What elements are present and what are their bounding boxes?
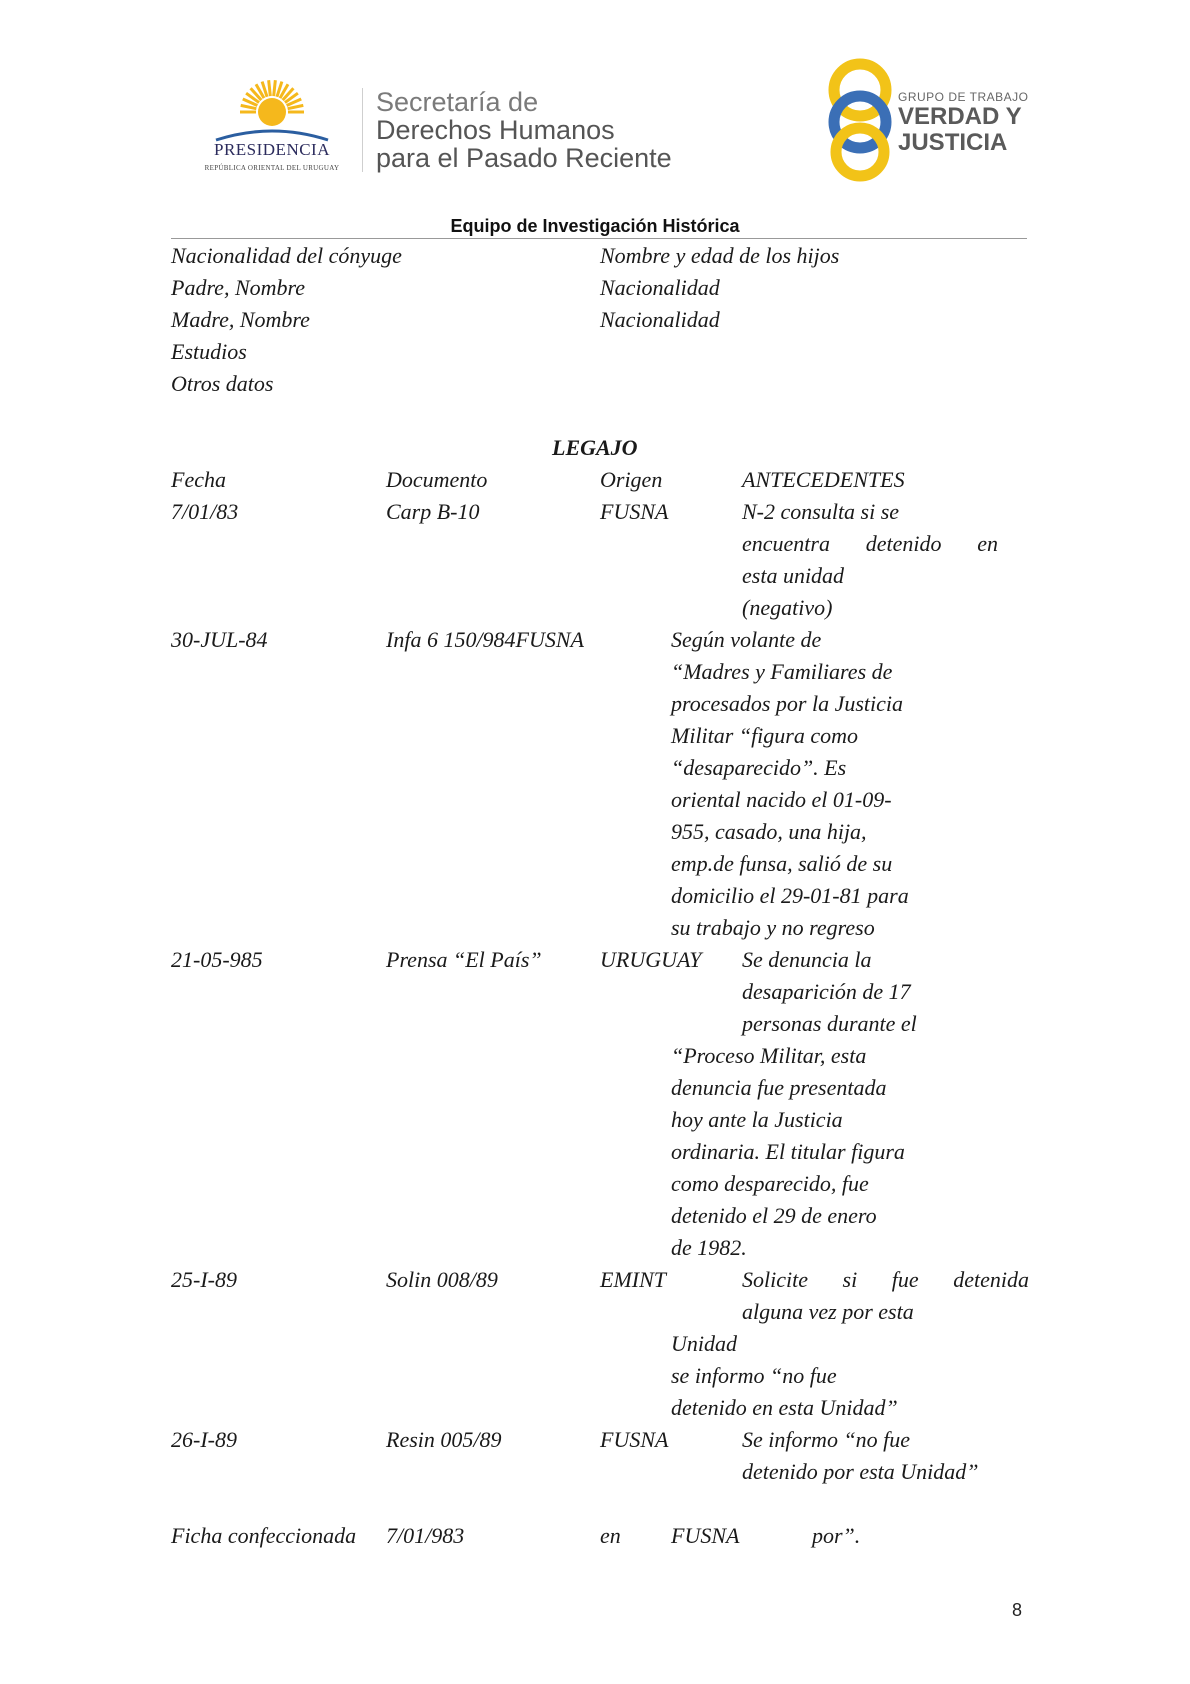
- ficha-label: Ficha confeccionada: [171, 1523, 357, 1548]
- row-5-origen: FUSNA: [600, 1427, 669, 1452]
- row-3-antecedentes-line: personas durante el: [742, 1011, 917, 1036]
- field-nacionalidad-madre: Nacionalidad: [600, 307, 720, 332]
- field-nacionalidad-padre: Nacionalidad: [600, 275, 720, 300]
- field-nacionalidad-conyuge: Nacionalidad del cónyuge: [171, 243, 402, 268]
- row-5-documento: Resin 005/89: [386, 1427, 502, 1452]
- col-header-antecedentes: ANTECEDENTES: [742, 467, 905, 492]
- header-rule: [171, 238, 1027, 239]
- row-2-antecedentes-line: oriental nacido el 01-09-: [671, 787, 892, 812]
- row-3-antecedentes-line: Se denuncia la: [742, 947, 872, 972]
- row-3-fecha: 21-05-985: [171, 947, 263, 972]
- secretaria-line-2: Derechos Humanos: [376, 115, 615, 145]
- gtvj-logo-text: [898, 90, 1028, 156]
- row-1-origen: FUSNA: [600, 499, 669, 524]
- row-3-antecedentes-line: desaparición de 17: [742, 979, 911, 1004]
- row-3-antecedentes-line: “Proceso Militar, esta: [671, 1043, 867, 1068]
- row-2-antecedentes-line: procesados por la Justicia: [671, 691, 903, 716]
- row-4-antecedentes-line: detenido en esta Unidad”: [671, 1395, 898, 1420]
- row-2-antecedentes-line: “desaparecido”. Es: [671, 755, 847, 780]
- row-2-antecedentes-line: “Madres y Familiares de: [671, 659, 893, 684]
- field-estudios: Estudios: [171, 339, 247, 364]
- row-2-fecha: 30-JUL-84: [171, 627, 268, 652]
- row-1-antecedentes-line-justified: [742, 528, 998, 560]
- field-madre: Madre, Nombre: [171, 307, 310, 332]
- word: si: [842, 1267, 858, 1292]
- row-4-antecedentes-line: alguna vez por esta: [742, 1299, 914, 1324]
- row-4-antecedentes-line: se informo “no fue: [671, 1363, 837, 1388]
- sun-ray: [274, 80, 276, 96]
- page-number: 8: [1012, 1600, 1023, 1620]
- presidencia-subtitle: REPÚBLICA ORIENTAL DEL URUGUAY: [204, 164, 340, 172]
- row-3-antecedentes-line: ordinaria. El titular figura: [671, 1139, 905, 1164]
- presidencia-logo: [196, 78, 348, 178]
- row-1-fecha: 7/01/83: [171, 499, 239, 524]
- row-2-documento: Infa 6 150/984FUSNA: [386, 627, 584, 652]
- row-2-antecedentes-line: Según volante de: [671, 627, 822, 652]
- field-otros-datos: Otros datos: [171, 371, 274, 396]
- row-3-antecedentes-line: hoy ante la Justicia: [671, 1107, 843, 1132]
- gtvj-line-1: GRUPO DE TRABAJO: [898, 90, 1029, 104]
- sun-ray: [288, 105, 304, 108]
- row-3-antecedentes-line: como desparecido, fue: [671, 1171, 869, 1196]
- word: detenido: [865, 531, 942, 556]
- row-3-origen: URUGUAY: [600, 947, 702, 972]
- word: en: [977, 531, 998, 556]
- sun-icon: [196, 78, 348, 142]
- word: Solicite: [742, 1267, 808, 1292]
- secretaria-logo-text: [376, 88, 672, 172]
- row-2-antecedentes-line: su trabajo y no regreso: [671, 915, 875, 940]
- row-3-antecedentes-line: detenido el 29 de enero: [671, 1203, 877, 1228]
- row-1-antecedentes-line: esta unidad: [742, 563, 845, 588]
- col-header-fecha: Fecha: [171, 467, 226, 492]
- presidencia-word: PRESIDENCIA: [213, 140, 330, 159]
- row-4-antecedentes-line-justified: [742, 1264, 1029, 1296]
- row-4-origen: EMINT: [600, 1267, 666, 1292]
- row-2-antecedentes-line: domicilio el 29-01-81 para: [671, 883, 909, 908]
- word: fue: [891, 1267, 919, 1292]
- gtvj-line-3: JUSTICIA: [898, 129, 1008, 156]
- row-1-antecedentes-line: (negativo): [742, 595, 833, 620]
- row-2-antecedentes-line: emp.de funsa, salió de su: [671, 851, 893, 876]
- ficha-fecha: 7/01/983: [386, 1523, 465, 1548]
- row-5-antecedentes-line: Se informo “no fue: [742, 1427, 911, 1452]
- row-2-antecedentes-line: Militar “figura como: [671, 723, 859, 748]
- header-divider: [362, 88, 363, 172]
- row-2-antecedentes-line: 955, casado, una hija,: [671, 819, 867, 844]
- row-5-antecedentes-line: detenido por esta Unidad”: [742, 1459, 979, 1484]
- gtvj-line-2: VERDAD Y: [898, 103, 1022, 130]
- secretaria-line-3: para el Pasado Reciente: [376, 143, 672, 173]
- row-4-fecha: 25-I-89: [171, 1267, 237, 1292]
- row-1-documento: Carp B-10: [386, 499, 480, 524]
- col-header-origen: Origen: [600, 467, 663, 492]
- secretaria-line-1: Secretaría de: [376, 87, 539, 117]
- row-5-fecha: 26-I-89: [171, 1427, 237, 1452]
- field-padre: Padre, Nombre: [171, 275, 306, 300]
- field-hijos: Nombre y edad de los hijos: [600, 243, 840, 268]
- row-4-antecedentes-line: Unidad: [671, 1331, 737, 1356]
- ficha-lugar: FUSNA: [671, 1523, 740, 1548]
- row-3-antecedentes-line: de 1982.: [671, 1235, 747, 1260]
- sun-ray: [269, 80, 271, 96]
- equipo-title: Equipo de Investigación Histórica: [450, 216, 740, 236]
- row-3-antecedentes-line: denuncia fue presentada: [671, 1075, 887, 1100]
- word: detenida: [953, 1267, 1029, 1292]
- col-header-documento: Documento: [386, 467, 488, 492]
- legajo-title: LEGAJO: [552, 435, 638, 460]
- row-1-antecedentes-line: N-2 consulta si se: [742, 499, 900, 524]
- ficha-en: en: [600, 1523, 621, 1548]
- word: encuentra: [742, 531, 830, 556]
- sun-ray: [241, 105, 257, 108]
- ficha-por: por”.: [812, 1523, 861, 1548]
- row-3-documento: Prensa “El País”: [386, 947, 542, 972]
- row-4-documento: Solin 008/89: [386, 1267, 498, 1292]
